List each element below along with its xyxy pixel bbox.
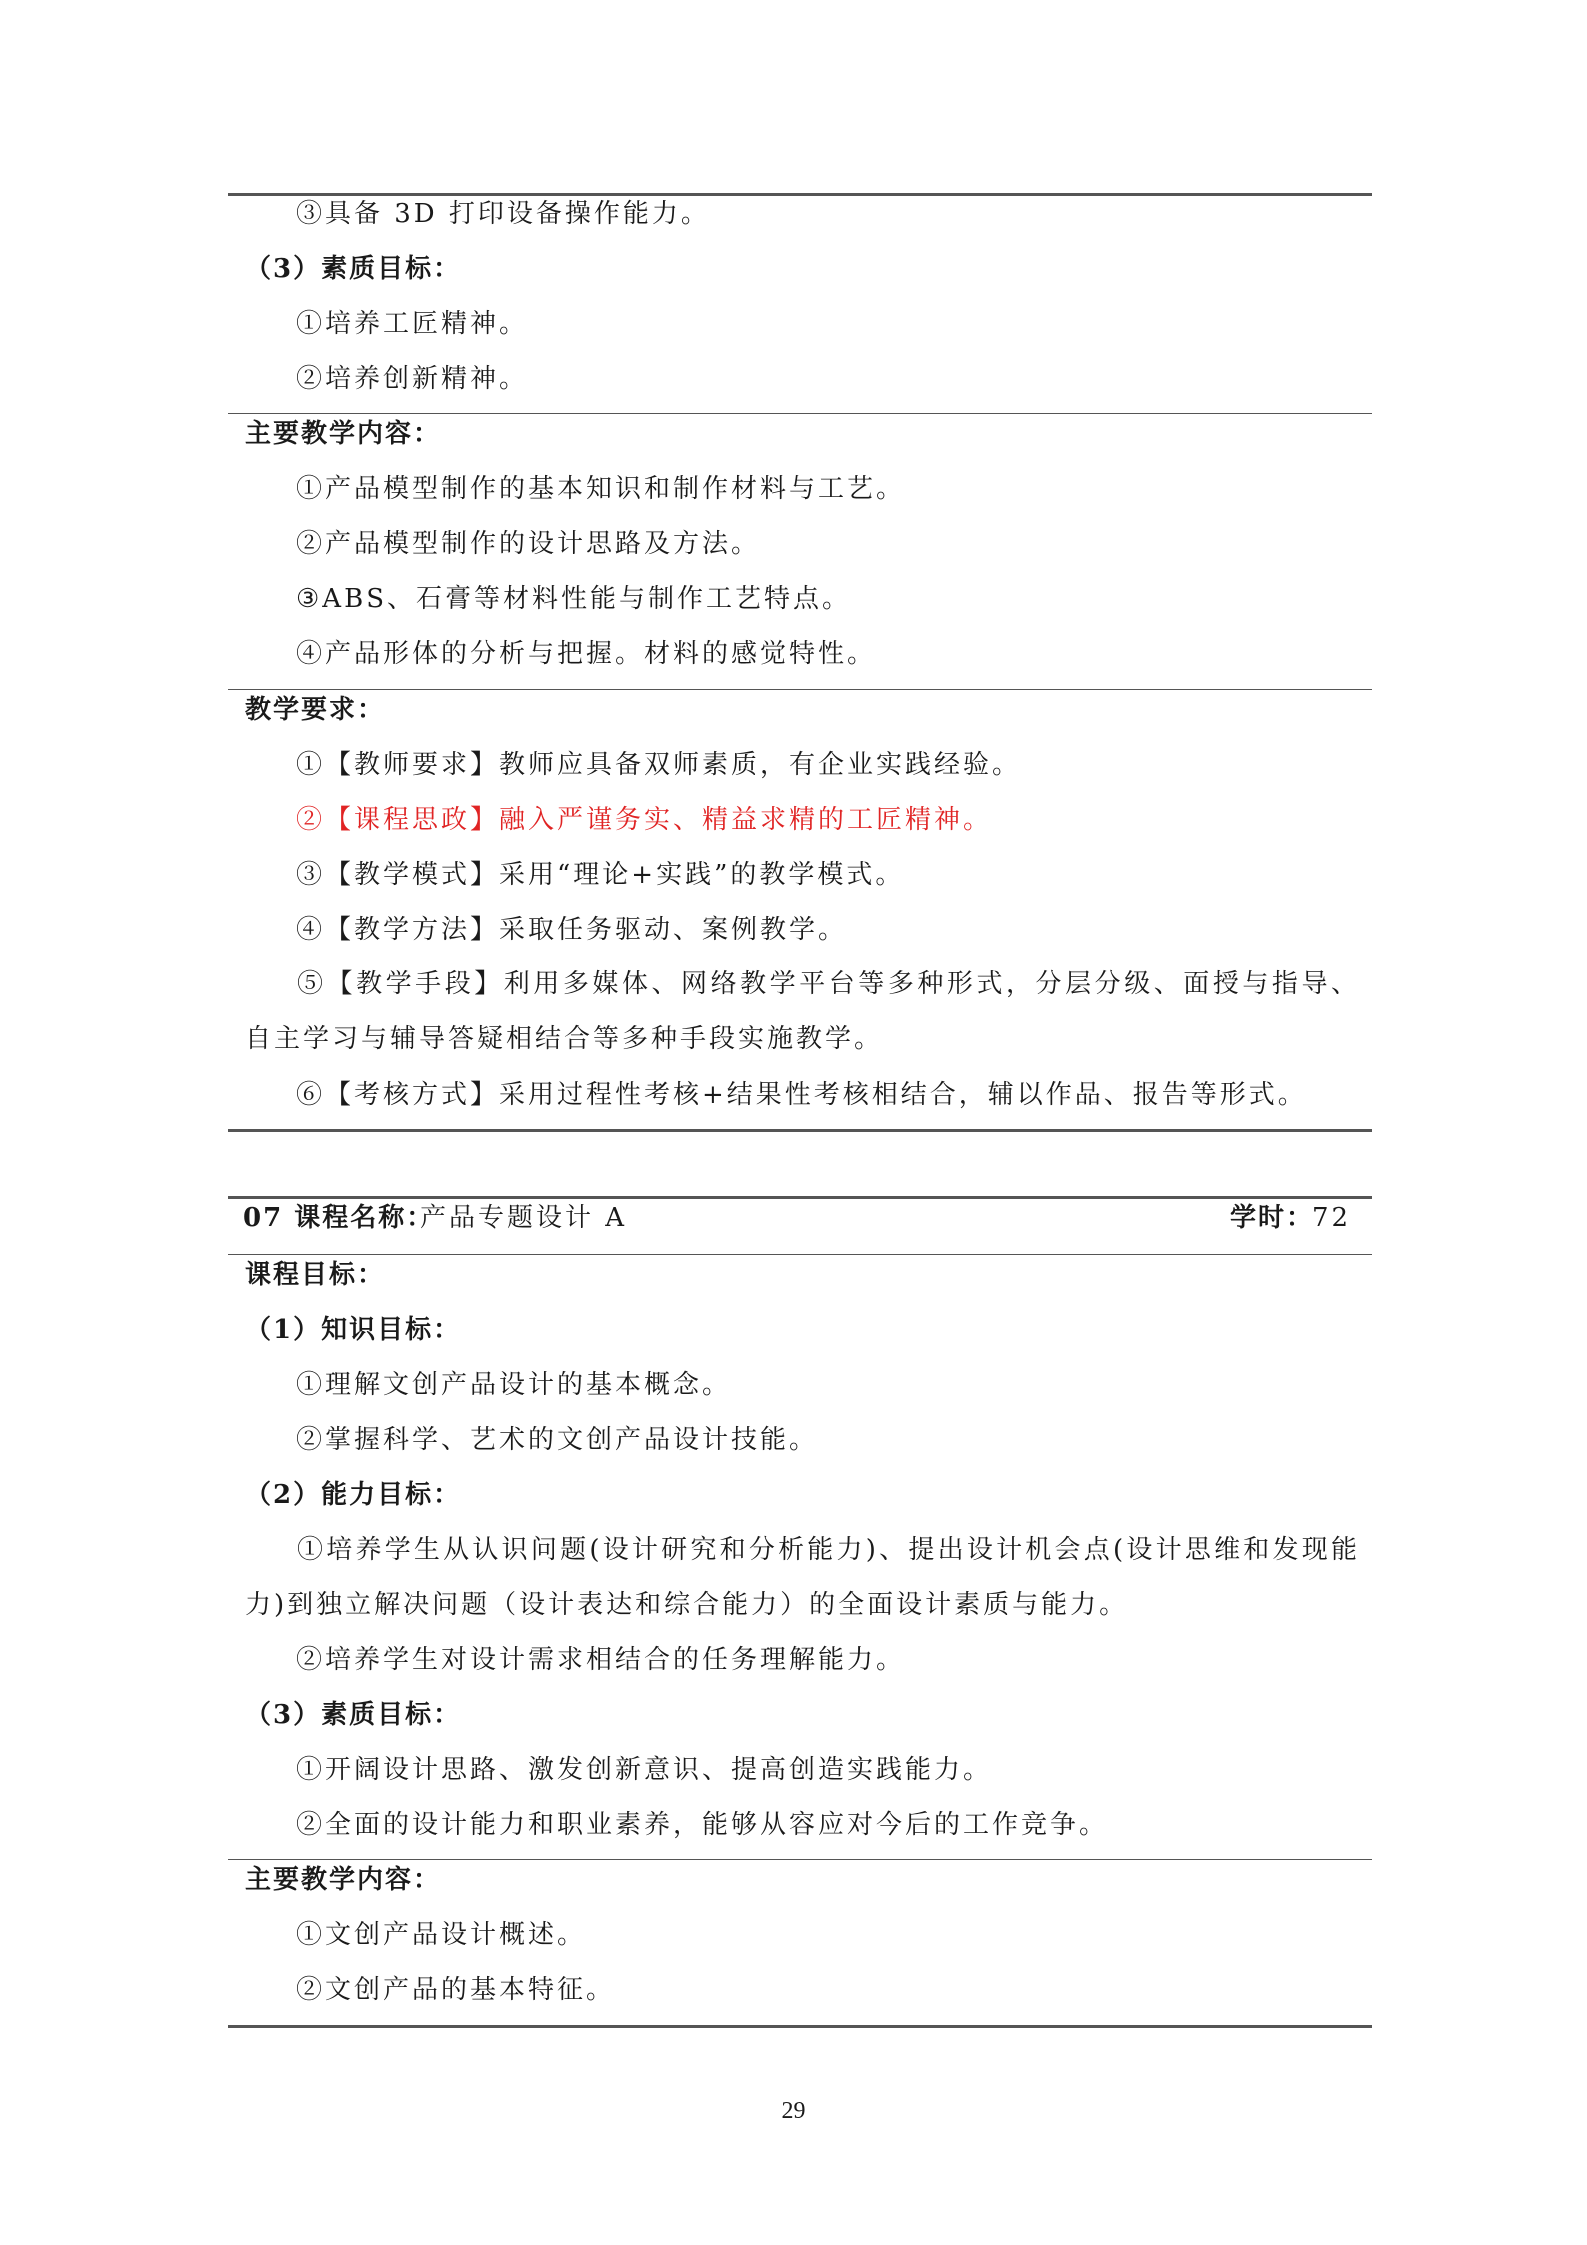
content-item: ②产品模型制作的设计思路及方法。 bbox=[296, 529, 761, 559]
row-divider bbox=[228, 1254, 1372, 1255]
quality-heading: （3）素质目标： bbox=[245, 1700, 462, 1730]
ability-item: ①培养学生从认识问题(设计研究和分析能力)、提出设计机会点(设计思维和发现能力)到独立解决问题（设计表达和综合能力）的全面设计素质与能力。 bbox=[245, 1535, 1360, 1620]
content-item: ①产品模型制作的基本知识和制作材料与工艺。 bbox=[296, 474, 906, 504]
goal-heading: 课程目标： bbox=[245, 1260, 386, 1290]
content-heading: 主要教学内容： bbox=[245, 1865, 442, 1895]
quality-heading: （3）素质目标： bbox=[245, 254, 462, 284]
row-divider bbox=[228, 689, 1372, 690]
quality-item: ②培养创新精神。 bbox=[296, 364, 529, 394]
ability-item-3: ③具备 3D 打印设备操作能力。 bbox=[296, 199, 710, 229]
content-heading: 主要教学内容： bbox=[245, 419, 442, 449]
hours-label: 学时： bbox=[1230, 1203, 1315, 1233]
content-item: ③ABS、石膏等材料性能与制作工艺特点。 bbox=[296, 584, 852, 614]
requirement-item: ⑥【考核方式】采用过程性考核+结果性考核相结合，辅以作品、报告等形式。 bbox=[296, 1080, 1307, 1110]
row-divider bbox=[228, 1859, 1372, 1860]
table-top-border bbox=[228, 1196, 1372, 1199]
course-name: 产品专题设计 A bbox=[420, 1203, 628, 1233]
row-divider bbox=[228, 413, 1372, 414]
content-item: ①文创产品设计概述。 bbox=[296, 1920, 587, 1950]
requirement-item: ③【教学模式】采用“理论+实践”的教学模式。 bbox=[296, 860, 905, 890]
requirement-item: ①【教师要求】教师应具备双师素质，有企业实践经验。 bbox=[296, 750, 1022, 780]
quality-item: ①培养工匠精神。 bbox=[296, 309, 529, 339]
content-item: ④产品形体的分析与把握。材料的感觉特性。 bbox=[296, 639, 877, 669]
page-number: 29 bbox=[781, 2098, 806, 2124]
knowledge-item: ①理解文创产品设计的基本概念。 bbox=[296, 1370, 732, 1400]
table-top-border bbox=[228, 193, 1372, 196]
table-bottom-border bbox=[228, 2025, 1372, 2028]
ability-heading: （2）能力目标： bbox=[245, 1480, 462, 1510]
ability-item: ②培养学生对设计需求相结合的任务理解能力。 bbox=[296, 1645, 906, 1675]
course-label: 07 课程名称： bbox=[243, 1203, 435, 1233]
knowledge-item: ②掌握科学、艺术的文创产品设计技能。 bbox=[296, 1425, 819, 1455]
requirement-item: ⑤【教学手段】利用多媒体、网络教学平台等多种形式，分层分级、面授与指导、自主学习与辅导答疑相结合等多种手段实施教学。 bbox=[245, 969, 1360, 1054]
quality-item: ②全面的设计能力和职业素养，能够从容应对今后的工作竞争。 bbox=[296, 1810, 1109, 1840]
requirement-item: ④【教学方法】采取任务驱动、案例教学。 bbox=[296, 915, 848, 945]
requirement-item-ideology: ②【课程思政】融入严谨务实、精益求精的工匠精神。 bbox=[296, 805, 993, 835]
hours-value: 72 bbox=[1312, 1203, 1352, 1233]
table-bottom-border bbox=[228, 1129, 1372, 1132]
knowledge-heading: （1）知识目标： bbox=[245, 1315, 462, 1345]
content-item: ②文创产品的基本特征。 bbox=[296, 1975, 616, 2005]
quality-item: ①开阔设计思路、激发创新意识、提高创造实践能力。 bbox=[296, 1755, 993, 1785]
requirements-heading: 教学要求： bbox=[245, 695, 386, 725]
